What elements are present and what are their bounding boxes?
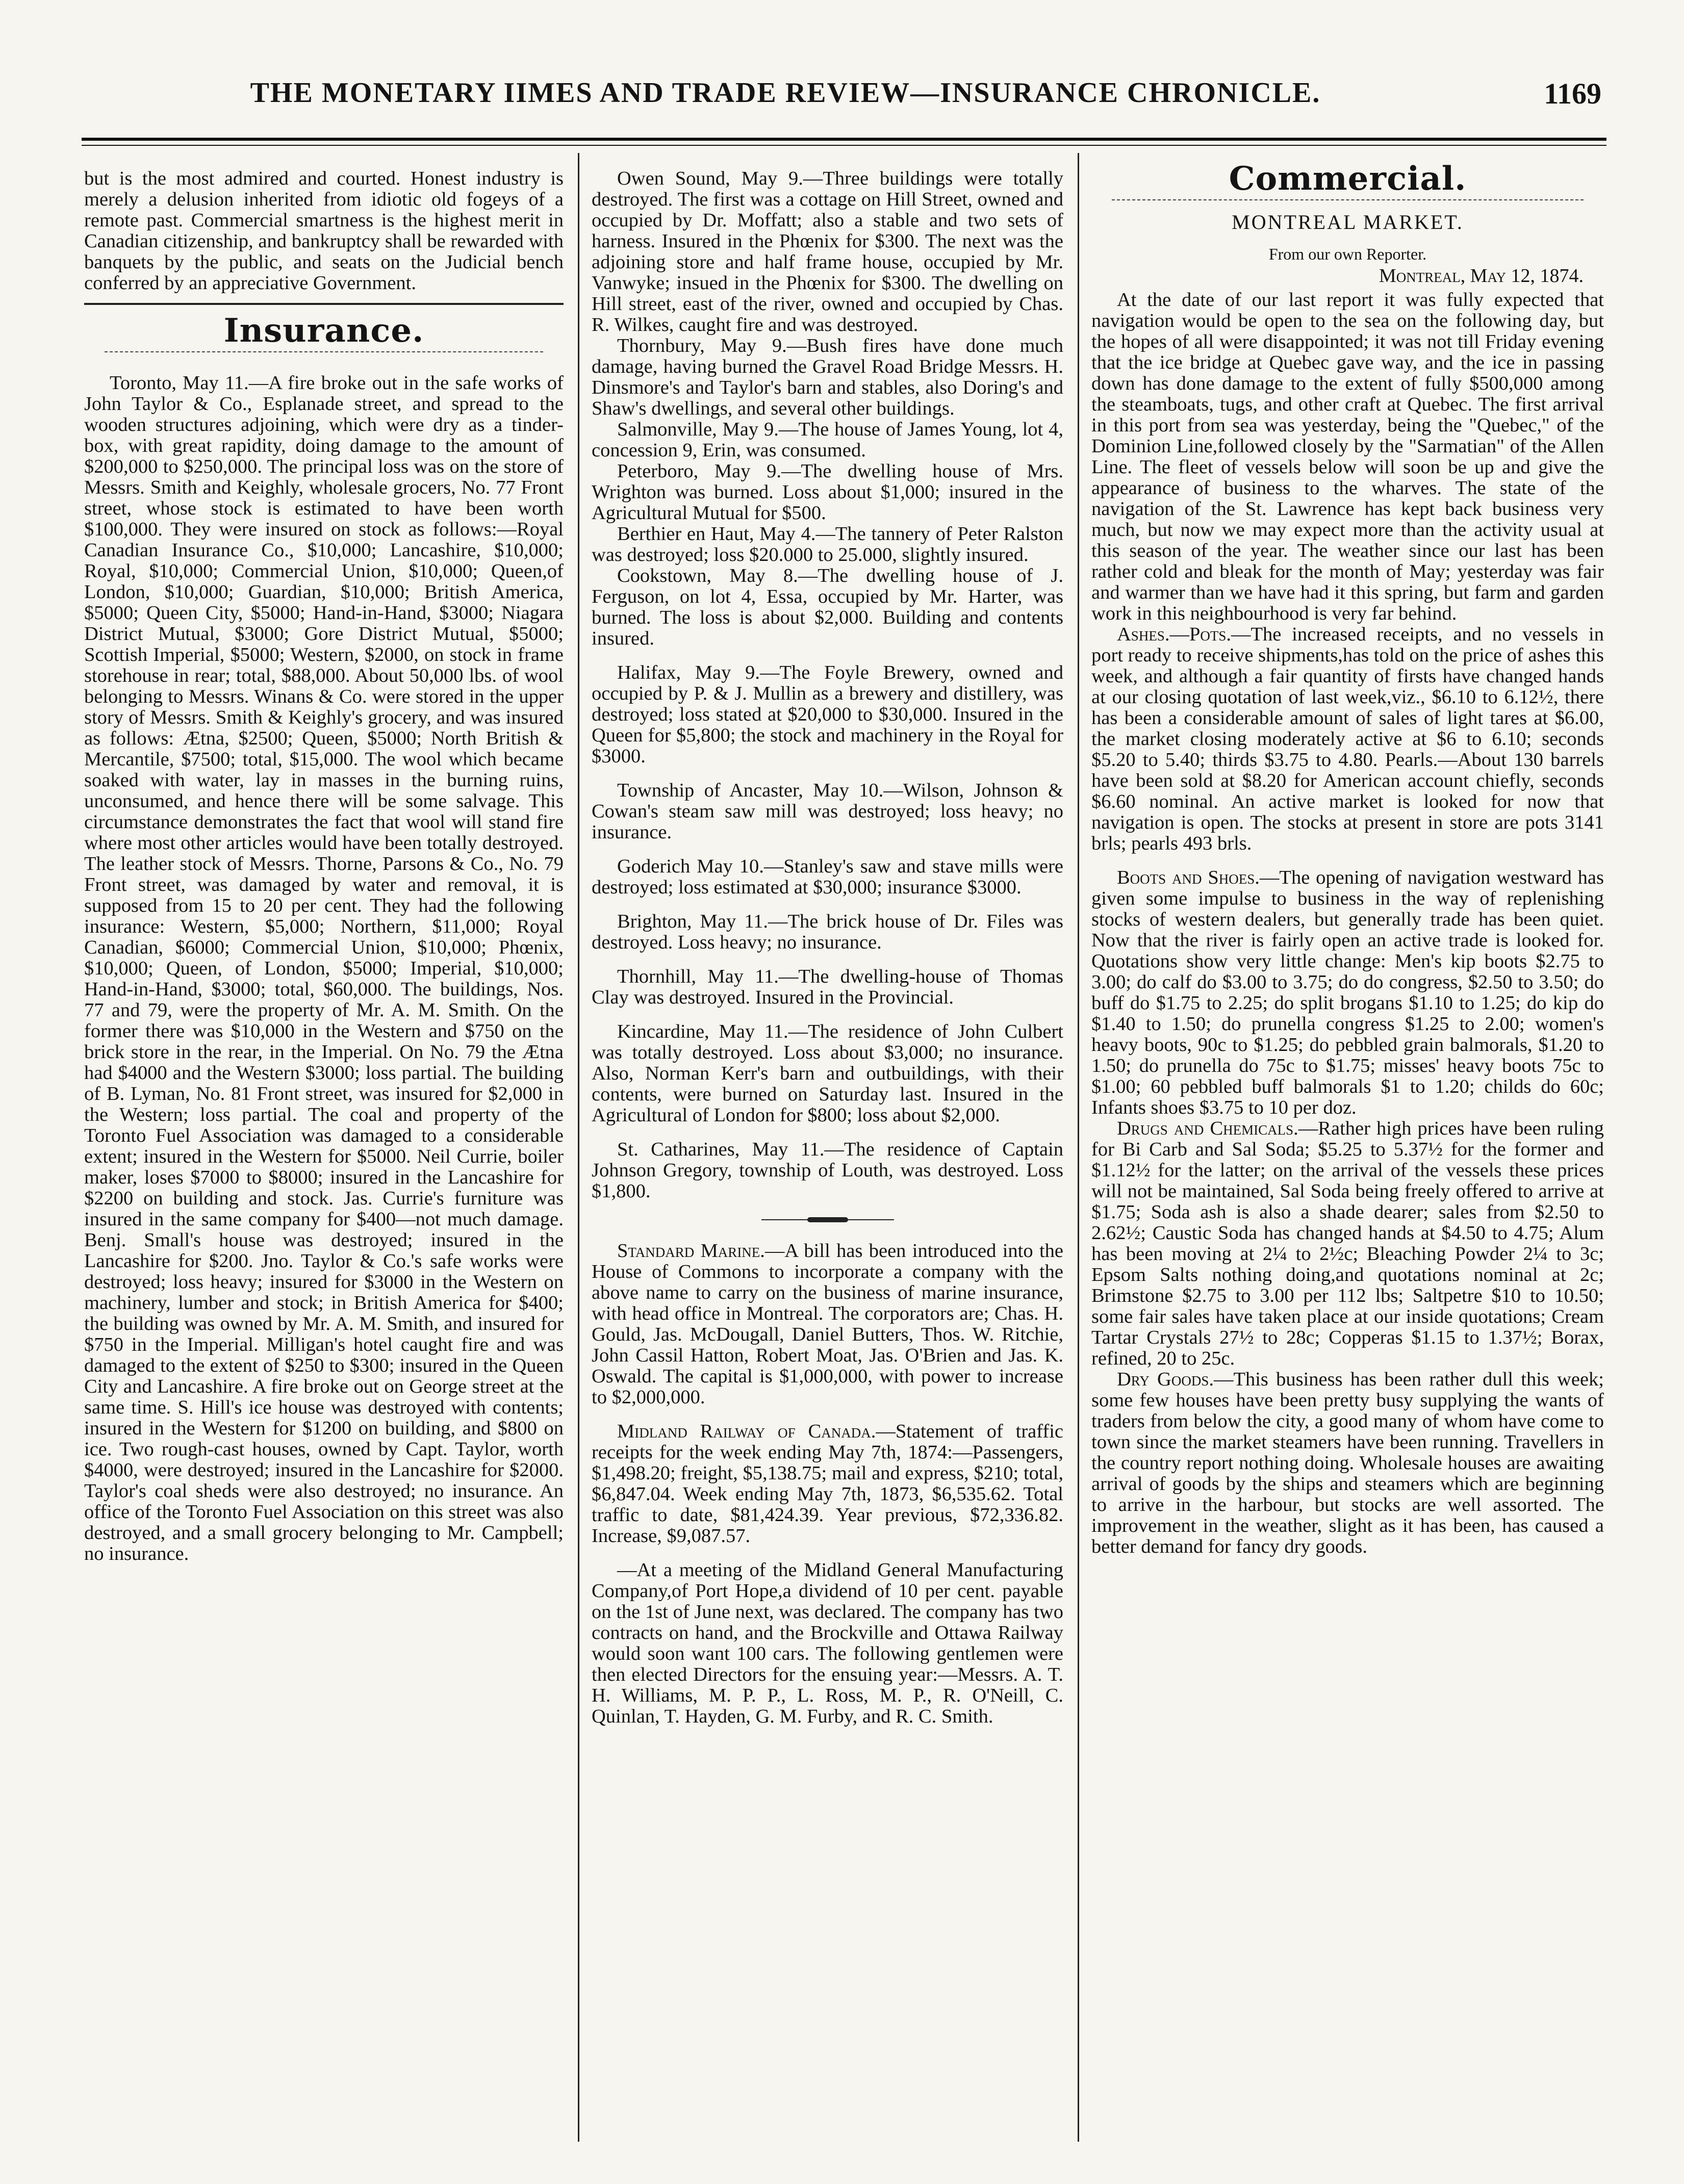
dry-goods-text: —This business has been rather dull this week; some few houses have been pretty busy supplying the wants of traders from below the city, a good many of whom have come to town since the market steamers have been running. Travellers in the country report nothing doing. Wholesale houses are awaiting arrival of goods by the ships and steamers which are beginning to arrive in the harbour, but stocks are well assorted. The improvement in the weather, slight as it has been, has caused a better demand for fancy dry goods. <box>1091 1369 1604 1557</box>
dry-goods-lead: Dry Goods. <box>1117 1369 1214 1390</box>
header-rule-thick <box>82 138 1606 141</box>
column-2 <box>592 168 1063 1727</box>
midland-railway-item <box>592 1421 1063 1547</box>
kincardine-item: Kincardine, May 11.—The residence of John Culbert was totally destroyed. Loss about $3,000; no insurance. Also, Norman Kerr's barn and outbuildings, with their contents, were burned on Saturday last. Insured in the Agricultural of London for $800; loss about $2,000. <box>592 1021 1063 1126</box>
midland-railway-lead: Midland Railway of Canada. <box>617 1421 876 1442</box>
column-separator-2 <box>1078 153 1079 2142</box>
halifax-item: Halifax, May 9.—The Foyle Brewery, owned and occupied by P. & J. Mullin as a brewery and distillery, was destroyed; loss stated at $20,000 to $30,000. Insured in the Queen for $5,800; the stock and machinery in the Royal for $3000. <box>592 662 1063 767</box>
standard-marine-lead: Standard Marine. <box>617 1240 765 1262</box>
st-catharines-item: St. Catharines, May 11.—The residence of Captain Johnson Gregory, township of Louth, was destroyed. Loss $1,800. <box>592 1139 1063 1202</box>
column-1 <box>84 168 564 1564</box>
owen-sound-item: Owen Sound, May 9.—Three buildings were totally destroyed. The first was a cottage on Hill Street, owned and occupied by Dr. Moffatt; also a stable and two sets of harness. Insured in the Phœnix for $300. The next was the adjoining store and half frame house, occupied by Mr. Vanwyke; insued in the Phœnix for $300. The dwelling on Hill street, east of the river, owned and occupied by Chas. R. Wilkes, caught fire and was destroyed. <box>592 168 1063 336</box>
berthier-item: Berthier en Haut, May 4.—The tannery of Peter Ralston was destroyed; loss $20.000 to 25.000, slightly insured. <box>592 523 1063 566</box>
drugs-chemicals-lead: Drugs and Chemicals. <box>1117 1118 1298 1139</box>
drugs-chemicals-text: —Rather high prices have been ruling for Bi Carb and Sal Soda; $5.25 to 5.37½ for the former and $1.12½ for the latter; on the arrival of the vessels these prices will not be maintained, Sal Soda being freely offered to arrive at $1.75; Soda ash is also a shade dearer; sales from $2.50 to 2.62½; Caustic Soda has changed hands at $4.50 to 4.75; Alum has been moving at 2¼ to 2½c; Bleaching Powder 2¼ to 3c; Epsom Salts nothing doing,and quotations nominal at 2c; Brimstone $2.75 to 3.00 per 112 lbs; Saltpetre $10 to 10.50; some fair sales have taken place at our inside quotations; Cream Tartar Crystals 27½ to 28c; Copperas $1.15 to 1.37½; Borax, refined, 20 to 25c. <box>1091 1118 1604 1369</box>
midland-manufacturing-item: —At a meeting of the Midland General Manufacturing Company,of Port Hope,a dividend of 10 per cent. payable on the 1st of June next, was declared. The company has two contracts on hand, and the Brockville and Ottawa Railway would soon want 100 cars. The following gentlemen were then elected Directors for the ensuing year:—Messrs. A. T. H. Williams, M. P. P., L. Ross, M. P., R. O'Neill, C. Quinlan, T. Hayden, G. M. Furby, and R. C. Smith. <box>592 1559 1063 1727</box>
goderich-item: Goderich May 10.—Stanley's saw and stave mills were destroyed; loss estimated at $30,000; insurance $3000. <box>592 856 1063 898</box>
header-rule-thin <box>82 145 1606 146</box>
page-header <box>82 76 1601 117</box>
thornhill-item: Thornhill, May 11.—The dwelling-house of Thomas Clay was destroyed. Insured in the Provincial. <box>592 966 1063 1008</box>
ancaster-item: Township of Ancaster, May 10.—Wilson, Johnson & Cowan's steam saw mill was destroyed; loss heavy; no insurance. <box>592 780 1063 843</box>
salmonville-item: Salmonville, May 9.—The house of James Young, lot 4, concession 9, Erin, was consumed. <box>592 419 1063 461</box>
market-overview: At the date of our last report it was fully expected that navigation would be open to the sea on the following day, but the hopes of all were disappointed; it was not till Friday evening that the ice bridge at Quebec gave way, and the ice in passing down has done damage to the extent of fully $500,000 among the steamboats, tugs, and other craft at Quebec. The first arrival in this port from sea was yesterday, being the "Quebec," of the Dominion Line,followed closely by the "Sarmatian" of the Allen Line. The fleet of vessels below will soon be up and give the appearance of business to the wharves. The state of the navigation of the St. Lawrence has kept back business very much, but now we may expect more than the activity usual at this season of the year. The weather since our last has been rather cold and bleak for the month of May; yesterday was fair and warmer than we have had it this spring, but farm and garden work in this neighbourhood is very far behind. <box>1091 289 1604 624</box>
insurance-heading: Insurance. <box>223 312 424 350</box>
page-number: 1169 <box>1544 77 1601 110</box>
drugs-chemicals-report <box>1091 1118 1604 1369</box>
boots-shoes-report <box>1091 867 1604 1118</box>
dry-goods-report <box>1091 1369 1604 1557</box>
toronto-fire-article: Toronto, May 11.—A fire broke out in the safe works of John Taylor & Co., Esplanade street, and spread to the wooden structures adjoining, which were dry as a tinder-box, with great rapidity, doing damage to the amount of $200,000 to $250,000. The principal loss was on the store of Messrs. Smith and Keighly, wholesale grocers, No. 77 Front street, whose stock is estimated to have been worth $100,000. They were insured on stock as follows:—Royal Canadian Insurance Co., $10,000; Lancashire, $10,000; Royal, $10,000; Commercial Union, $10,000; Queen,of London, $10,000; Guardian, $10,000; British America, $5000; Queen City, $5000; Hand-in-Hand, $3000; Niagara District Mutual, $3000; Gore District Mutual, $5000; Scottish Imperial, $5000; Western, $2000, on stock in frame storehouse in rear; total, $88,000. About 50,000 lbs. of wool belonging to Messrs. Winans & Co. were stored in the upper story of Messrs. Smith & Keighly's grocery, and was insured as follows: Ætna, $2500; Queen, $5000; North British & Mercantile, $7500; total, $15,000. The wool which became soaked with water, lay in masses in the burning ruins, unconsumed, and hence there will be some salvage. This circumstance demonstrates the fact that wool will stand fire where most other articles would have been totally destroyed. The leather stock of Messrs. Thorne, Parsons & Co., No. 79 Front street, was damaged by water and removal, it is supposed from 15 to 20 per cent. They had the following insurance: Western, $5,000; Northern, $11,000; Royal Canadian, $6000; Commercial Union, $10,000; Phœnix, $10,000; Queen, of London, $5000; Imperial, $10,000; Hand-in-Hand, $3000; total, $60,000. The buildings, Nos. 77 and 79, were the property of Mr. A. M. Smith. On the former there was $10,000 in the Western and $750 on the brick store in the rear, in the Imperial. On No. 79 the Ætna had $4000 and the Western $3000; loss partial. The building of B. Lyman, No. 81 Front street, was insured for $2,000 in the Western; loss partial. The coal and property of the Toronto Fuel Association was damaged to a considerable extent; insured in the Western for $5000. Neil Currie, boiler maker, loses $7000 to $8000; insured in the Lancashire for $2200 on building and stock. Jas. Currie's furniture was insured in the same company for $400—not much damage. Benj. Small's house was destroyed; insured in the Lancashire for $200. Jno. Taylor & Co.'s safe works were destroyed; loss heavy; insured for $3000 in the Western on machinery, lumber and stock; in British America for $400; the building was owned by Mr. A. M. Smith, and insured for $750 in the Imperial. Milligan's hotel caught fire and was damaged to the extent of $250 to $300; insured in the Queen City and Lancashire. A fire broke out on George street at the same time. S. Hill's ice house was destroyed with contents; insured in the Western for $1200 on building, and $800 on ice. Two rough-cast houses, owned by Capt. Taylor, worth $4000, were destroyed; insured in the Lancashire for $2000. Taylor's coal sheds were also destroyed; no insurance. An office of the Toronto Fuel Association on this street was also destroyed, and a small grocery belonging to Mr. Campbell; no insurance. <box>84 372 564 1564</box>
peterboro-item: Peterboro, May 9.—The dwelling house of Mrs. Wrighton was burned. Loss about $1,000; insured in the Agricultural Mutual for $500. <box>592 460 1063 524</box>
brighton-item: Brighton, May 11.—The brick house of Dr. Files was destroyed. Loss heavy; no insurance. <box>592 911 1063 953</box>
publication-title: THE MONETARY IIMES AND TRADE REVIEW—INSURANCE CHRONICLE. <box>250 77 1321 109</box>
boots-shoes-text: —The opening of navigation westward has given some impulse to business in the way of replenishing stocks of western dealers, but generally trade has been quiet. Now that the river is fairly open an active trade is looked for. Quotations show very little change: Men's kip boots $2.75 to 3.00; do calf do $3.00 to 3.75; do do congress, $2.50 to 3.50; do buff do $1.75 to 2.25; do split brogans $1.10 to 1.25; do kip do $1.40 to 1.50; do prunella congress $1.25 to 2.00; women's heavy boots, 90c to $1.25; do pebbled grain balmorals, $1.20 to 1.50; do prunella do 75c to $1.75; misses' heavy boots 75c to $1.00; 60 pebbled buff balmorals $1 to 1.20; childs do 60c; Infants shoes $3.75 to 10 per doz. <box>1091 867 1604 1118</box>
column-3 <box>1091 160 1604 1557</box>
section-divider <box>84 303 564 305</box>
reporter-credit: From our own Reporter. <box>1268 245 1427 263</box>
ashes-text: —The increased receipts, and no vessels in port ready to receive shipments,has told on the price of ashes this week, and although a fair quantity of firsts have changed hands at our closing quotation of last week,viz., $6.10 to 6.12½, there has been a considerable amount of sales of light tares at $6.00, the market closing moderately active at $6 to 6.10; seconds $5.20 to 5.40; thirds $3.75 to 4.80. Pearls.—About 130 barrels have been sold at $8.20 for American account chiefly, seconds $6.60 nominal. An active market is looked for now that navigation is open. The stocks at present in store are pots 3141 brls; pearls 493 brls. <box>1091 624 1604 854</box>
ashes-lead: Ashes.—Pots. <box>1117 624 1231 645</box>
midland-railway-text: —Statement of traffic receipts for the week ending May 7th, 1874:—Passengers, $1,498.20; freight, $5,138.75; mail and express, $210; total, $6,847.04. Week ending May 7th, 1873, $6,535.62. Total traffic to date, $81,424.39. Year previous, $72,336.82. Increase, $9,087.57. <box>592 1421 1063 1547</box>
commercial-heading: Commercial. <box>1229 160 1467 198</box>
thornbury-item: Thornbury, May 9.—Bush fires have done much damage, having burned the Gravel Road Bridge Messrs. H. Dinsmore's and Taylor's barn and stables, also Doring's and Shaw's dwellings, and several other buildings. <box>592 335 1063 419</box>
montreal-market-subheading: MONTREAL MARKET. <box>1232 211 1464 234</box>
dateline: Montreal, May 12, 1874. <box>1379 265 1584 287</box>
cookstown-item: Cookstown, May 8.—The dwelling house of J. Ferguson, on lot 4, Essa, occupied by Mr. Harter, was burned. The loss is about $2,000. Building and contents insured. <box>592 565 1063 649</box>
ashes-report <box>1091 624 1604 854</box>
ornamental-divider <box>761 1217 894 1222</box>
column-separator-1 <box>578 153 579 2142</box>
standard-marine-item <box>592 1241 1063 1408</box>
boots-shoes-lead: Boots and Shoes. <box>1117 867 1260 888</box>
standard-marine-text: —A bill has been introduced into the House of Commons to incorporate a company with the above name to carry on the business of marine insurance, with head office in Montreal. The corporators are; Chas. H. Gould, Jas. McDougall, Daniel Butters, Thos. W. Ritchie, John Cassil Hatton, Robert Moat, Jas. O'Brien and Jas. K. Oswald. The capital is $1,000,000, with power to increase to $2,000,000. <box>592 1240 1063 1408</box>
intro-paragraph: but is the most admired and courted. Honest industry is merely a delusion inherited from idiotic old fogeys of a remote past. Commercial smartness is the highest merit in Canadian citizenship, and bankruptcy shall be rewarded with banquets by the public, and seats on the Judicial bench conferred by an appreciative Government. <box>84 168 564 294</box>
